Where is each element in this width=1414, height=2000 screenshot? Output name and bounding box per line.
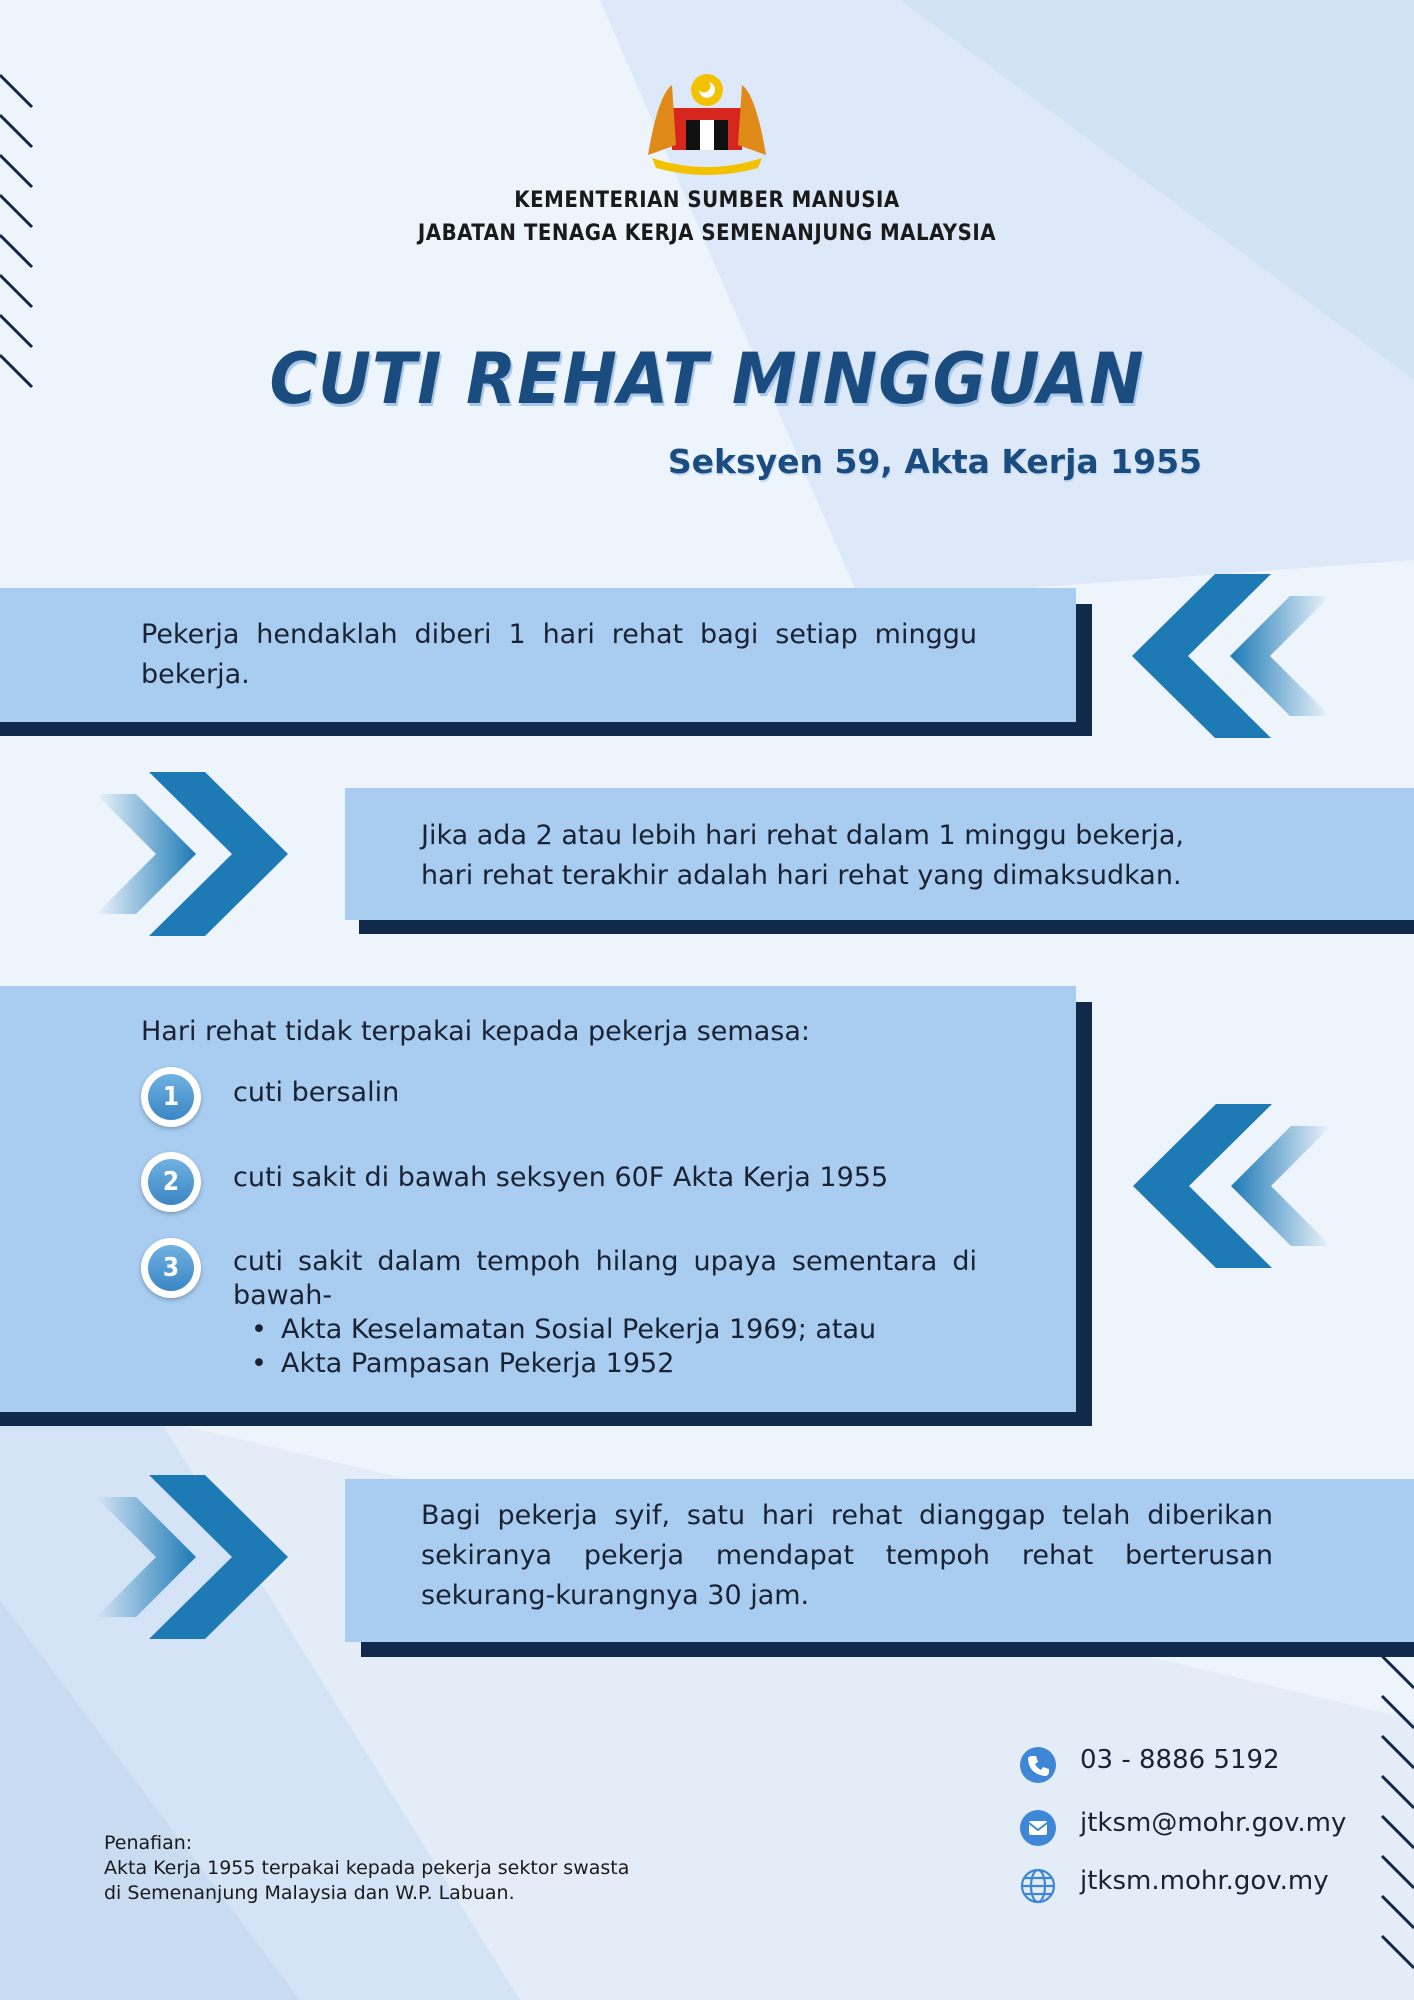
- contact-phone[interactable]: 03 - 8886 5192: [1080, 1745, 1280, 1775]
- department-name: JABATAN TENAGA KERJA SEMENANJUNG MALAYSIA: [417, 221, 997, 246]
- contact-website[interactable]: jtksm.mohr.gov.my: [1080, 1866, 1329, 1896]
- chevron-left-icon: [1120, 574, 1330, 738]
- list-item-2: cuti sakit di bawah seksyen 60F Akta Kerja 1955: [233, 1162, 889, 1193]
- page-subtitle: Seksyen 59, Akta Kerja 1955: [667, 442, 1202, 481]
- ministry-name: KEMENTERIAN SUMBER MANUSIA: [514, 188, 900, 213]
- section-3-intro: Hari rehat tidak terpakai kepada pekerja semasa:: [141, 1016, 810, 1047]
- chevron-left-icon: [1121, 1104, 1331, 1268]
- disclaimer-line-1: Akta Kerja 1955 terpakai kepada pekerja sektor swasta: [104, 1857, 630, 1879]
- page-title: CUTI REHAT MINGGUAN: [269, 338, 1145, 420]
- number-badge-2: 2: [141, 1152, 201, 1212]
- section-2-line-1: Jika ada 2 atau lebih hari rehat dalam 1 minggu bekerja,: [421, 820, 1184, 851]
- section-4-text: Bagi pekerja syif, satu hari rehat dianggap telah diberikan sekiranya pekerja mendapat tempoh rehat berterusan sekurang-kurangnya 30 jam.: [421, 1500, 1273, 1611]
- number-badge-3: 3: [141, 1238, 201, 1298]
- list-item-3: cuti sakit dalam tempoh hilang upaya sementara di bawah-: [233, 1246, 977, 1311]
- hatch-decoration-bottom-right: [1378, 1652, 1414, 2000]
- chevron-right-icon: [96, 1475, 301, 1639]
- list-item-1: cuti bersalin: [233, 1077, 400, 1108]
- globe-icon: [1020, 1868, 1056, 1904]
- chevron-right-icon: [96, 772, 301, 936]
- contact-email[interactable]: jtksm@mohr.gov.my: [1080, 1808, 1347, 1838]
- email-icon: [1020, 1810, 1056, 1846]
- number-badge-1: 1: [141, 1067, 201, 1127]
- bullet-item-1: • Akta Keselamatan Sosial Pekerja 1969; atau: [281, 1313, 876, 1347]
- malaysia-coat-of-arms-icon: [642, 70, 772, 175]
- section-2-line-2: hari rehat terakhir adalah hari rehat yang dimaksudkan.: [421, 860, 1182, 891]
- phone-icon: [1020, 1747, 1056, 1783]
- disclaimer-label: Penafian:: [104, 1832, 193, 1854]
- bullet-item-2: • Akta Pampasan Pekerja 1952: [281, 1347, 674, 1381]
- section-1-text: Pekerja hendaklah diberi 1 hari rehat bagi setiap minggu bekerja.: [141, 619, 977, 690]
- disclaimer-line-2: di Semenanjung Malaysia dan W.P. Labuan.: [104, 1882, 515, 1904]
